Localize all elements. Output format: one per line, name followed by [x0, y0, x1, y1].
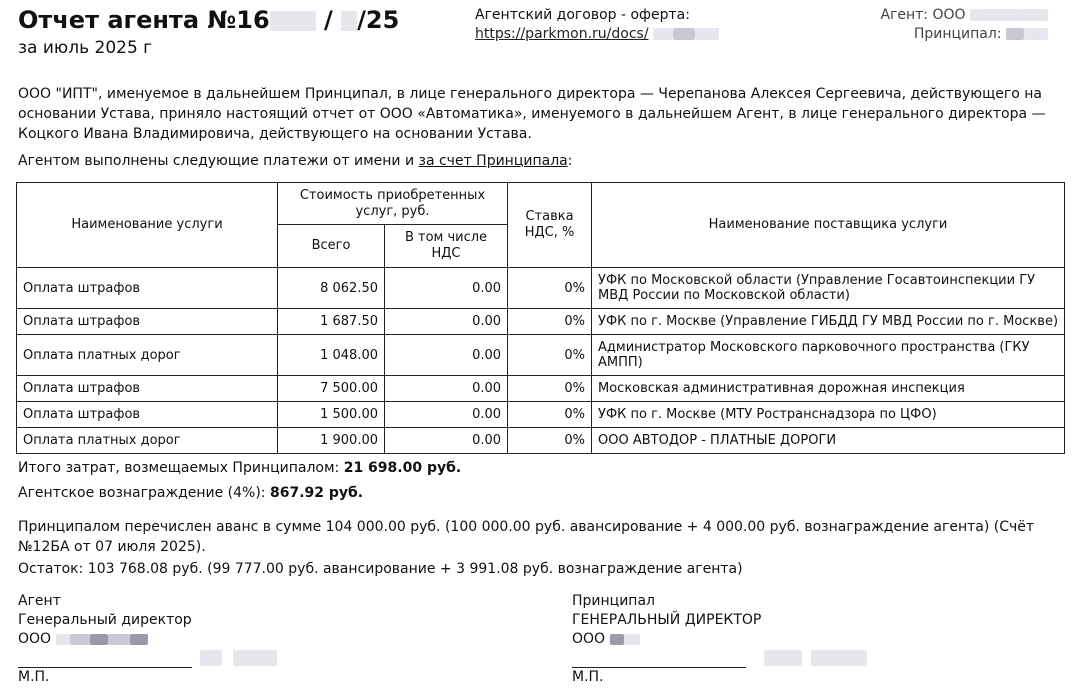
cell-service: Оплата платных дорог — [17, 428, 278, 454]
report-title — [18, 6, 399, 34]
redacted-block — [970, 9, 982, 21]
redacted-block — [270, 11, 316, 31]
agent-role: Агент — [18, 593, 61, 609]
cell-supplier: УФК по Московской области (Управление Госавтоинспекции ГУ МВД России по Московской области) — [592, 268, 1065, 309]
table-row — [17, 335, 1065, 376]
cell-rate: 0% — [508, 309, 592, 335]
payments-intro — [18, 151, 1058, 171]
principal-label: Принципал: — [913, 26, 1002, 42]
payments-suffix: : — [567, 153, 573, 169]
cell-service: Оплата штрафов — [17, 268, 278, 309]
table-row — [17, 309, 1065, 335]
agent-signature-line — [18, 653, 192, 668]
redacted-block — [695, 28, 719, 40]
cell-vat: 0.00 — [385, 428, 508, 454]
principal-stamp: М.П. — [572, 669, 604, 685]
agent-signature-block — [18, 592, 277, 687]
parties-block — [880, 6, 1048, 44]
principal-role: Принципал — [572, 593, 655, 609]
cell-total: 8 062.50 — [278, 268, 385, 309]
cell-total: 7 500.00 — [278, 376, 385, 402]
redacted-block — [90, 634, 108, 645]
total-costs-label: Итого затрат, возмещаемых Принципалом: — [18, 460, 344, 476]
cell-rate: 0% — [508, 268, 592, 309]
cell-service: Оплата штрафов — [17, 309, 278, 335]
redacted-block — [130, 634, 148, 645]
agent-stamp: М.П. — [18, 669, 50, 685]
redacted-block — [610, 634, 624, 645]
cell-rate: 0% — [508, 428, 592, 454]
principal-signature-line — [572, 653, 746, 668]
redacted-block — [1024, 28, 1048, 40]
cell-total: 1 048.00 — [278, 335, 385, 376]
redacted-block — [1006, 28, 1024, 40]
table-row — [17, 268, 1065, 309]
agent-fee-value: 867.92 руб. — [269, 485, 364, 501]
balance-line: Остаток: 103 768.08 руб. (99 777.00 руб. авансирование + 3 991.08 руб. вознаграждение агента) — [18, 561, 743, 577]
cell-total: 1 500.00 — [278, 402, 385, 428]
cell-supplier: УФК по г. Москве (Управление ГИБДД ГУ МВД России по г. Москве) — [592, 309, 1065, 335]
header-cost: Стоимость приобретенных услуг, руб. — [278, 183, 508, 225]
cell-vat: 0.00 — [385, 376, 508, 402]
payments-underlined: за счет Принципала — [418, 153, 568, 169]
cell-supplier: УФК по г. Москве (МТУ Ространснадзора по ЦФО) — [592, 402, 1065, 428]
redacted-block — [56, 634, 70, 645]
header-service: Наименование услуги — [17, 183, 278, 268]
contract-label: Агентский договор - оферта: — [475, 7, 690, 23]
redacted-block — [811, 650, 867, 666]
report-period: за июль 2025 г — [18, 38, 153, 58]
cell-supplier: ООО АВТОДОР - ПЛАТНЫЕ ДОРОГИ — [592, 428, 1065, 454]
contract-link[interactable]: https://parkmon.ru/docs/ — [475, 26, 649, 42]
header-vat-incl: В том числе НДС — [385, 225, 508, 268]
cell-vat: 0.00 — [385, 402, 508, 428]
table-row — [17, 428, 1065, 454]
contract-block — [475, 6, 719, 44]
title-sep: / — [324, 6, 333, 34]
header-vat-rate: Ставка НДС, % — [508, 183, 592, 268]
principal-org: ООО — [572, 631, 606, 647]
principal-signature-block — [572, 592, 867, 687]
principal-position: ГЕНЕРАЛЬНЫЙ ДИРЕКТОР — [572, 612, 762, 628]
intro-paragraph: ООО "ИПТ", именуемое в дальнейшем Принципал, в лице генерального директора — Черепанова Алексея Сергеевича, действующего на основании Устава, приняло настоящий отчет от ООО «Автоматика», именуемого в дальнейшем Агент, в лице генерального директора — Коцкого Ивана Владимировича, действующего на основании Устава. — [18, 86, 1046, 142]
redacted-block — [108, 634, 130, 645]
cell-vat: 0.00 — [385, 268, 508, 309]
title-prefix: Отчет агента №16 — [18, 6, 270, 34]
header-total: Всего — [278, 225, 385, 268]
redacted-block — [70, 634, 90, 645]
cell-rate: 0% — [508, 402, 592, 428]
agent-org: ООО — [18, 631, 52, 647]
advance-paragraph: Принципалом перечислен аванс в сумме 104 000.00 руб. (100 000.00 руб. авансирование + 4 000.00 руб. вознаграждение агента) (Счёт №12БА от 07 июля 2025). — [18, 519, 1035, 555]
total-costs-value: 21 698.00 руб. — [343, 460, 462, 476]
cell-vat: 0.00 — [385, 335, 508, 376]
cell-service: Оплата штрафов — [17, 402, 278, 428]
redacted-block — [624, 634, 640, 645]
cell-service: Оплата штрафов — [17, 376, 278, 402]
redacted-block — [653, 28, 673, 40]
cell-service: Оплата платных дорог — [17, 335, 278, 376]
title-suffix: /25 — [357, 6, 400, 34]
cell-total: 1 900.00 — [278, 428, 385, 454]
cell-rate: 0% — [508, 376, 592, 402]
redacted-block — [1020, 9, 1048, 21]
cell-vat: 0.00 — [385, 309, 508, 335]
cell-rate: 0% — [508, 335, 592, 376]
redacted-block — [233, 650, 277, 666]
redacted-block — [341, 11, 357, 31]
payments-prefix: Агентом выполнены следующие платежи от имени и — [18, 153, 419, 169]
agent-position: Генеральный директор — [18, 612, 192, 628]
table-row — [17, 376, 1065, 402]
redacted-block — [673, 28, 695, 40]
table-row — [17, 402, 1065, 428]
redacted-block — [764, 650, 802, 666]
agent-fee-label: Агентское вознаграждение (4%): — [18, 485, 270, 501]
cell-total: 1 687.50 — [278, 309, 385, 335]
redacted-block — [200, 650, 222, 666]
cell-supplier: Администратор Московского парковочного пространства (ГКУ АМПП) — [592, 335, 1065, 376]
agent-fee — [18, 485, 363, 501]
total-costs — [18, 460, 461, 476]
cell-supplier: Московская административная дорожная инспекция — [592, 376, 1065, 402]
services-table — [16, 182, 1065, 454]
agent-label: Агент: ООО — [880, 7, 966, 23]
redacted-block — [982, 9, 1020, 21]
header-supplier: Наименование поставщика услуги — [592, 183, 1065, 268]
